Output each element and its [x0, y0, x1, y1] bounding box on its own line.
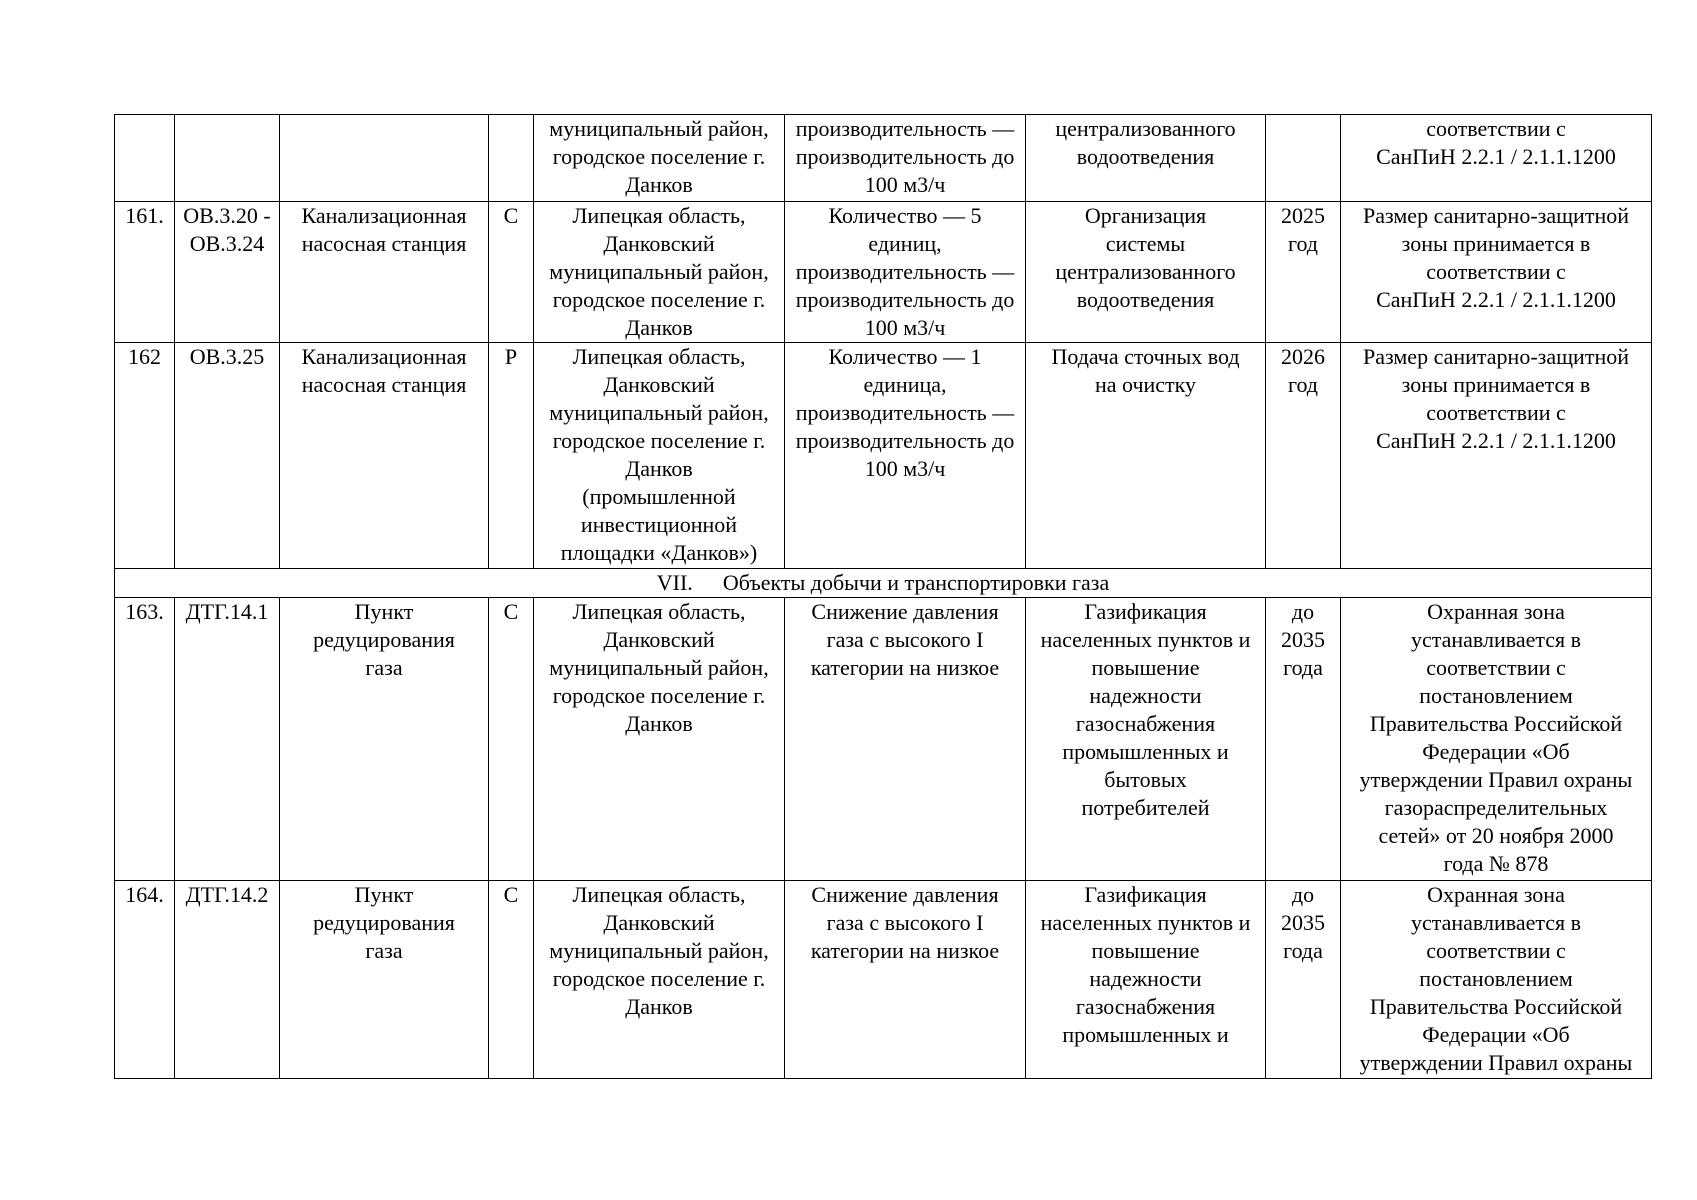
- object-status: С: [489, 598, 534, 881]
- object-location: Липецкая область, Данковский муниципальный район, городское поселение г. Данков (промышленной инвестиционной площадки «Данков»): [534, 343, 785, 569]
- object-status: С: [489, 202, 534, 343]
- object-code: ОВ.3.25: [175, 343, 280, 569]
- row-number: 161.: [115, 202, 175, 343]
- object-characteristics: Снижение давления газа с высокого I категории на низкое: [785, 881, 1026, 1079]
- object-name: Канализационная насосная станция: [280, 343, 489, 569]
- object-status: [489, 115, 534, 202]
- object-zone: Размер санитарно-защитной зоны принимается в соответствии с СанПиН 2.2.1 / 2.1.1.1200: [1341, 343, 1652, 569]
- section-title: [115, 569, 1652, 598]
- object-code: ОВ.3.20 - ОВ.3.24: [175, 202, 280, 343]
- table-row: [115, 598, 1652, 881]
- object-zone: Охранная зона устанавливается в соответствии с постановлением Правительства Российской Федерации «Об утверждении Правил охраны: [1341, 881, 1652, 1079]
- table-row: [115, 881, 1652, 1079]
- object-term: до 2035 года: [1266, 598, 1341, 881]
- object-purpose: централизованного водоотведения: [1026, 115, 1266, 202]
- object-name: [280, 115, 489, 202]
- object-purpose: Газификация населенных пунктов и повышение надежности газоснабжения промышленных и: [1026, 881, 1266, 1079]
- objects-table: [114, 114, 1652, 1079]
- object-term: 2026 год: [1266, 343, 1341, 569]
- object-purpose: Организация системы централизованного водоотведения: [1026, 202, 1266, 343]
- object-term: до 2035 года: [1266, 881, 1341, 1079]
- object-zone: соответствии с СанПиН 2.2.1 / 2.1.1.1200: [1341, 115, 1652, 202]
- table-row: [115, 343, 1652, 569]
- row-number: 162: [115, 343, 175, 569]
- row-number: [115, 115, 175, 202]
- object-zone: Размер санитарно-защитной зоны принимается в соответствии с СанПиН 2.2.1 / 2.1.1.1200: [1341, 202, 1652, 343]
- table-row: [115, 115, 1652, 202]
- row-number: 163.: [115, 598, 175, 881]
- object-characteristics: Снижение давления газа с высокого I категории на низкое: [785, 598, 1026, 881]
- object-code: ДТГ.14.2: [175, 881, 280, 1079]
- row-number: 164.: [115, 881, 175, 1079]
- object-characteristics: Количество — 5 единиц, производительность — производительность до 100 м3/ч: [785, 202, 1026, 343]
- object-status: С: [489, 881, 534, 1079]
- object-location: муниципальный район, городское поселение г. Данков: [534, 115, 785, 202]
- object-term: [1266, 115, 1341, 202]
- object-location: Липецкая область, Данковский муниципальный район, городское поселение г. Данков: [534, 598, 785, 881]
- object-code: [175, 115, 280, 202]
- section-title-text: Объекты добычи и транспортировки газа: [722, 570, 1110, 595]
- table-row: [115, 202, 1652, 343]
- object-term: 2025 год: [1266, 202, 1341, 343]
- object-location: Липецкая область, Данковский муниципальный район, городское поселение г. Данков: [534, 202, 785, 343]
- object-status: Р: [489, 343, 534, 569]
- object-name: Пункт редуцирования газа: [280, 881, 489, 1079]
- object-purpose: Газификация населенных пунктов и повышение надежности газоснабжения промышленных и бытовых потребителей: [1026, 598, 1266, 881]
- object-zone: Охранная зона устанавливается в соответствии с постановлением Правительства Российской Федерации «Об утверждении Правил охраны газораспределительных сетей» от 20 ноября 2000 года № 878: [1341, 598, 1652, 881]
- object-characteristics: Количество — 1 единица, производительность — производительность до 100 м3/ч: [785, 343, 1026, 569]
- object-characteristics: производительность — производительность до 100 м3/ч: [785, 115, 1026, 202]
- section-roman-numeral: VII.: [656, 570, 693, 595]
- section-header-row: [115, 569, 1652, 598]
- object-code: ДТГ.14.1: [175, 598, 280, 881]
- object-location: Липецкая область, Данковский муниципальный район, городское поселение г. Данков: [534, 881, 785, 1079]
- object-purpose: Подача сточных вод на очистку: [1026, 343, 1266, 569]
- object-name: Канализационная насосная станция: [280, 202, 489, 343]
- object-name: Пункт редуцирования газа: [280, 598, 489, 881]
